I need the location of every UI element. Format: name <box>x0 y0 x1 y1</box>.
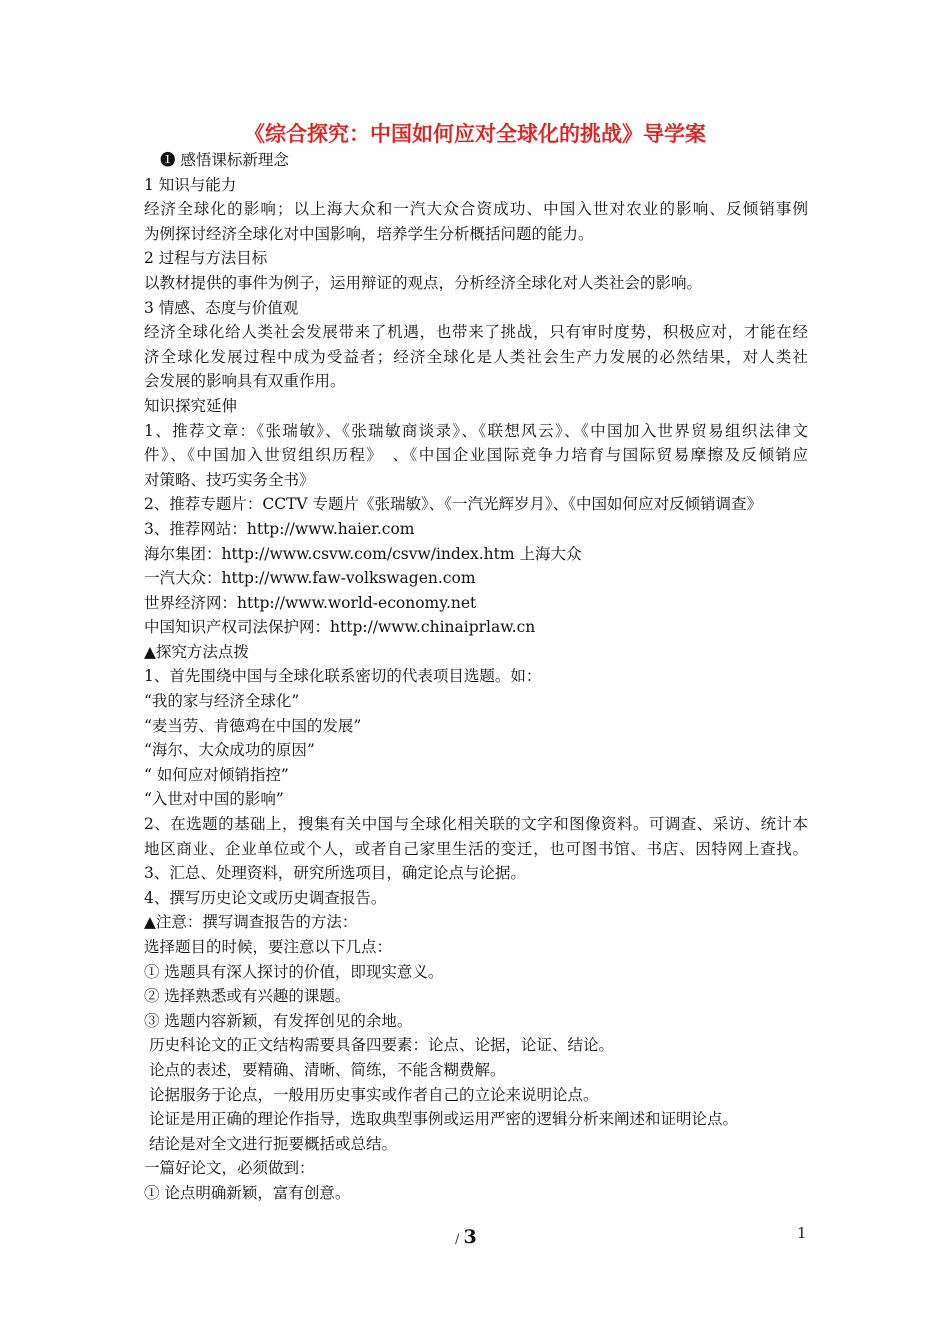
paragraph-line: 2、推荐专题片：CCTV 专题片《张瑞敏》、《一汽光辉岁月》、《中国如何应对反倾销调查》 <box>144 495 763 514</box>
subsection-heading: 2 过程与方法目标 <box>144 249 268 268</box>
paragraph-line: 3、汇总、处理资料，研究所选项目，确定论点与论据。 <box>144 864 526 883</box>
paragraph-line: 经济全球化给人类社会发展带来了机遇，也带来了挑战，只有审时度势，积极应对，才能在经 <box>144 323 808 342</box>
subsection-heading: 3 情感、态度与价值观 <box>144 298 299 317</box>
paragraph-line: 海尔集团：http://www.csvw.com/csvw/index.htm 上海大众 <box>144 544 582 563</box>
paragraph-line: 选择题目的时候，要注意以下几点： <box>144 938 393 956</box>
paragraph-line: 世界经济网：http://www.world-economy.net <box>144 593 477 612</box>
page-title: 《综合探究：中国如何应对全球化的挑战》导学案 <box>244 122 706 146</box>
paragraph-line: 中国知识产权司法保护网：http://www.chinaiprlaw.cn <box>144 618 536 637</box>
list-item: ① 选题具有深人探讨的价值，即现实意义。 <box>144 962 444 981</box>
list-item: “海尔、大众成功的原因” <box>144 741 315 760</box>
paragraph-line: 会发展的影响具有双重作用。 <box>144 372 346 391</box>
section-heading: ❶ 感悟课标新理念 <box>160 151 289 169</box>
paragraph-line: 对策略、技巧实务全书》 <box>144 470 315 489</box>
paragraph-line: 为例探讨经济全球化对中国影响，培养学生分析概括问题的能力。 <box>144 224 594 243</box>
paragraph-line: 济全球化发展过程中成为受益者；经济全球化是人类社会生产力发展的必然结果，对人类社 <box>144 347 808 366</box>
list-item: “ 如何应对倾销指控” <box>144 765 289 784</box>
paragraph-line: 论据服务于论点，一般用历史事实或作者自己的立论来说明论点。 <box>149 1085 599 1104</box>
paragraph-line: 历史科论文的正文结构需要具备四要素：论点、论据，论证、结论。 <box>149 1036 615 1055</box>
section-heading: 知识探究延伸 <box>144 396 238 415</box>
list-item: “我的家与经济全球化” <box>144 692 300 711</box>
paragraph-line: 4、撰写历史论文或历史调查报告。 <box>144 888 387 907</box>
document-body <box>144 148 808 1206</box>
paragraph-line: 论证是用正确的理论作指导，选取典型事例或运用严密的逻辑分析来阐述和证明论点。 <box>149 1110 739 1129</box>
list-item: “入世对中国的影响” <box>144 790 284 809</box>
section-heading: ▲探究方法点拨 <box>144 642 249 661</box>
paragraph-line: 地区商业、企业单位或个人，或者自己家里生活的变迁，也可图书馆、书店、因特网上查找。 <box>144 839 808 858</box>
paragraph-line: 论点的表述，要精确、清晰、简练，不能含糊费解。 <box>149 1060 506 1079</box>
page-number: 1 <box>797 1224 807 1242</box>
list-item: ② 选择熟悉或有兴趣的课题。 <box>144 987 351 1006</box>
paragraph-line: 以教材提供的事件为例子，运用辩证的观点，分析经济全球化对人类社会的影响。 <box>144 273 703 292</box>
paragraph-line: 2、在选题的基础上，搜集有关中国与全球化相关联的文字和图像资料。可调查、采访、统计本 <box>144 815 808 834</box>
paragraph-line: 1、首先围绕中国与全球化联系密切的代表项目选题。如： <box>144 667 542 686</box>
paragraph-line: 3、推荐网站：http://www.haier.com <box>144 519 415 538</box>
list-item: ③ 选题内容新颖，有发挥创见的余地。 <box>144 1011 413 1030</box>
paragraph-line: 1、推荐文章：《张瑞敏》、《张瑞敏商谈录》、《联想风云》、《中国加入世界贸易组织法律文 <box>144 421 808 440</box>
paragraph-line: 件》、《中国加入世贸组织历程》 、《中国企业国际竞争力培育与国际贸易摩擦及反倾销应 <box>144 446 808 465</box>
total-pages: 3 <box>463 1226 477 1248</box>
section-heading: ▲注意：撰写调查报告的方法： <box>144 913 358 932</box>
page-total <box>455 1226 477 1248</box>
list-item: “麦当劳、肯德鸡在中国的发展” <box>144 716 362 735</box>
list-item: ① 论点明确新颖，富有创意。 <box>144 1183 351 1202</box>
paragraph-line: 一汽大众：http://www.faw-volkswagen.com <box>144 569 476 588</box>
subsection-heading: 1 知识与能力 <box>144 175 237 194</box>
paragraph-line: 经济全球化的影响；以上海大众和一汽大众合资成功、中国入世对农业的影响、反倾销事例 <box>144 200 808 219</box>
page-slash: / <box>455 1232 460 1247</box>
paragraph-line: 一篇好论文，必须做到： <box>144 1159 315 1178</box>
paragraph-line: 结论是对全文进行扼要概括或总结。 <box>149 1134 398 1153</box>
